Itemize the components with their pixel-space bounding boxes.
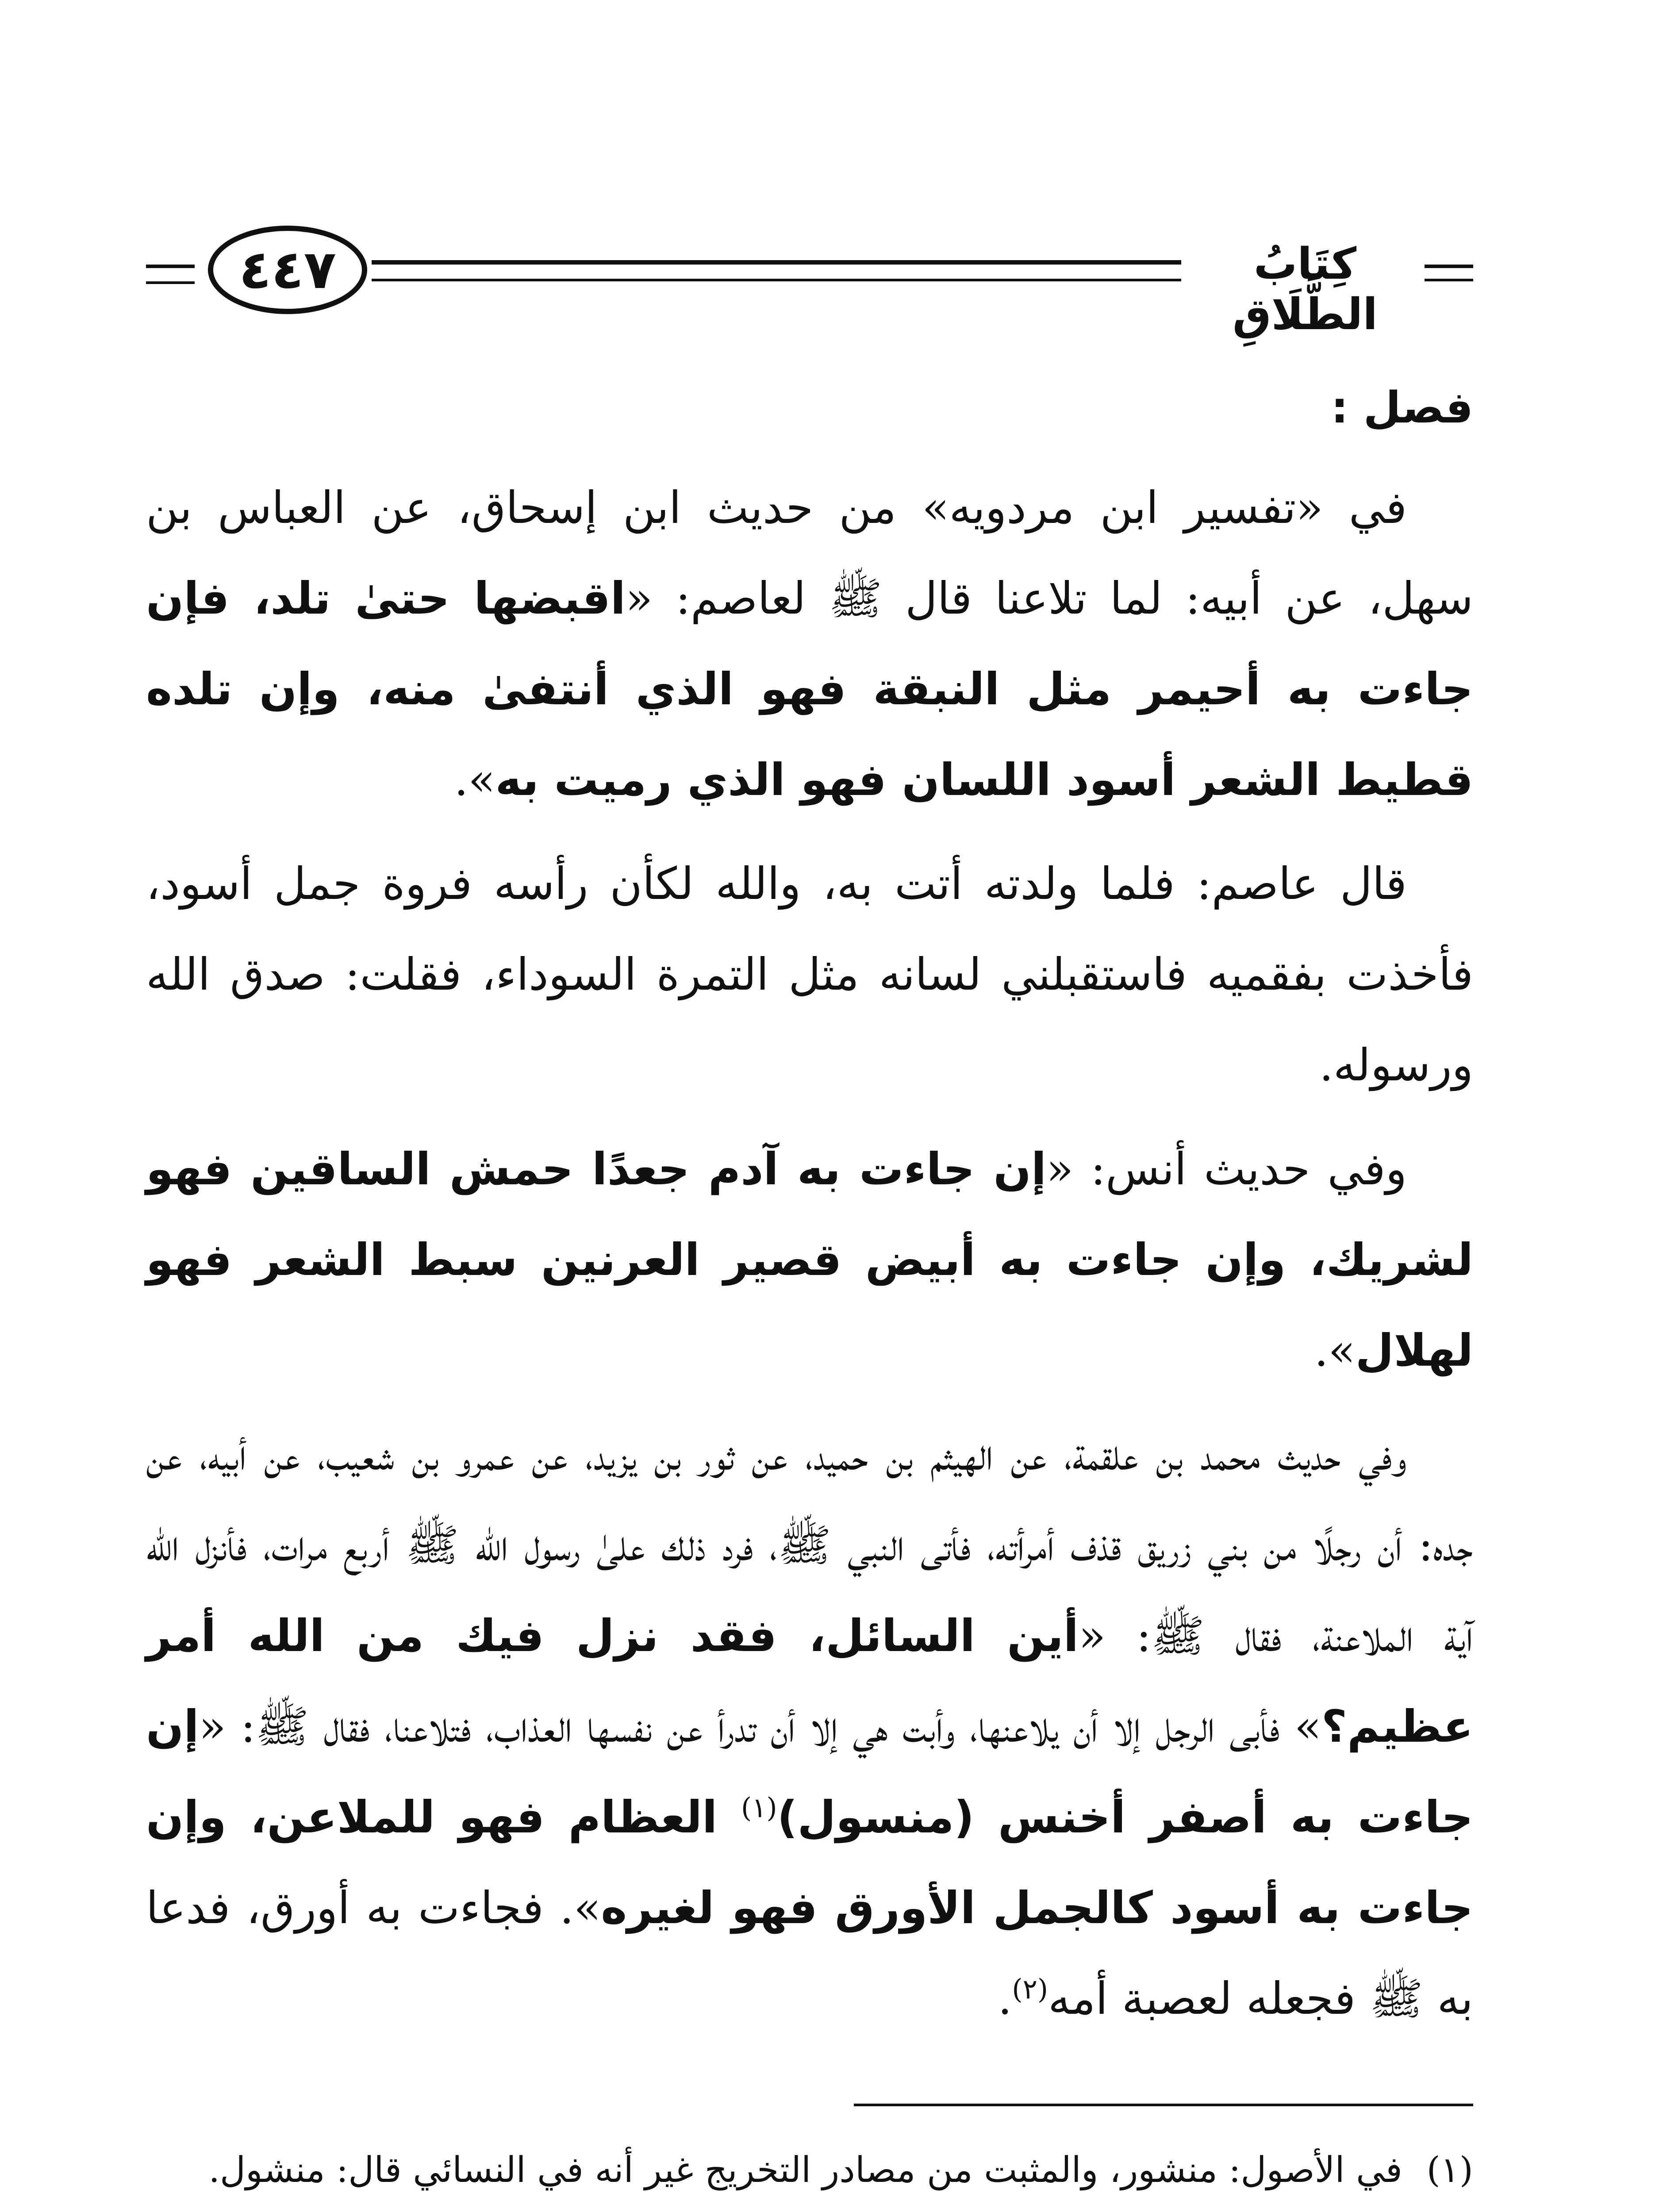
paragraphs (146, 462, 1473, 2044)
hadith-quote: اقبضها حتىٰ تلد، فإن جاءت به أحيمر مثل النبقة فهو الذي أنتفىٰ منه، وإن تلده قطيط الشعر أسود اللسان فهو الذي رميت به (146, 572, 1473, 806)
text-run: . (998, 1973, 1012, 2024)
text-run: قال عاصم: فلما ولدته أتت به، والله لكأن رأسه فروة جمل أسود، فأخذت بفقميه فاستقبلني لسانه مثل التمرة السوداء، فقلت: صدق الله ورسوله. (146, 858, 1473, 1091)
main-text (146, 363, 1473, 2057)
text-run: ». (454, 754, 495, 806)
paragraph (146, 838, 1473, 1110)
header-rule-center (372, 260, 1181, 281)
paragraph (146, 1124, 1473, 1396)
text-run: في «تفسير ابن مردويه» من حديث ابن إسحاق، عن العباس بن سهل، عن أبيه: لما تلاعنا قال ﷺ لعاصم: « (146, 482, 1473, 624)
header-rule-left (146, 265, 195, 284)
footnotes (146, 2137, 1473, 2212)
page-number-badge (208, 226, 367, 314)
paragraph (146, 462, 1473, 825)
footnote-ref: (١) (741, 1791, 777, 1824)
footnote-number: (١) (1426, 2149, 1473, 2190)
text-run: ». (1314, 1325, 1356, 1376)
text-run: وفي حديث محمد بن علقمة، عن الهيثم بن حميد، عن ثور بن يزيد، عن عمرو بن شعيب، عن أبيه، عن جده: أن رجلًا من بني زريق قذف أمرأته، فأتى النبي ﷺ، فرد ذلك علىٰ رسول الله ﷺ أربع مرات، فأنزل الله آية الملاعنة، فقال ﷺ: « (146, 1429, 1473, 1662)
footnote (146, 2137, 1473, 2203)
hadith-quote: إن جاءت به أصفر أخنس (منسول) (146, 1701, 1474, 1843)
book-title: كِتَابُ الطَّلَاقِ (1233, 239, 1378, 340)
header-rule-right (1425, 265, 1473, 281)
hadith-quote: العظام فهو للملاعن، وإن جاءت به أسود كالجمل الأورق فهو لغيره (146, 1791, 1473, 1934)
hadith-quote: إن جاءت به آدم جعدًا حمش الساقين فهو لشريك، وإن جاءت به أبيض قصير العرنين سبط الشعر فهو لهلال (146, 1143, 1473, 1376)
text-run: ». فجاءت به أورق، فدعا به ﷺ فجعله لعصبة أمه (146, 1882, 1473, 2024)
section-heading: فصل : (1331, 383, 1473, 433)
footnote-separator (854, 2104, 1473, 2106)
hadith-quote: أين السائل، فقد نزل فيك من الله أمر عظيم؟ (146, 1610, 1473, 1752)
text-run: » فأبى الرجل إلا أن يلاعنها، وأبت هي إلا أن تدرأ عن نفسها العذاب، فتلاعنا، فقال ﷺ: « (199, 1701, 1322, 1752)
page-header (146, 208, 1464, 340)
footnote-ref: (٢) (1012, 1973, 1048, 2005)
footnote-text: في الأصول: منشور، والمثبت من مصادر التخريج غير أنه في النسائي قال: منشول. (208, 2149, 1402, 2190)
page-number: ٤٤٧ (239, 239, 336, 301)
paragraph (146, 1409, 1473, 2044)
text-run: وفي حديث أنس: « (1046, 1143, 1407, 1195)
